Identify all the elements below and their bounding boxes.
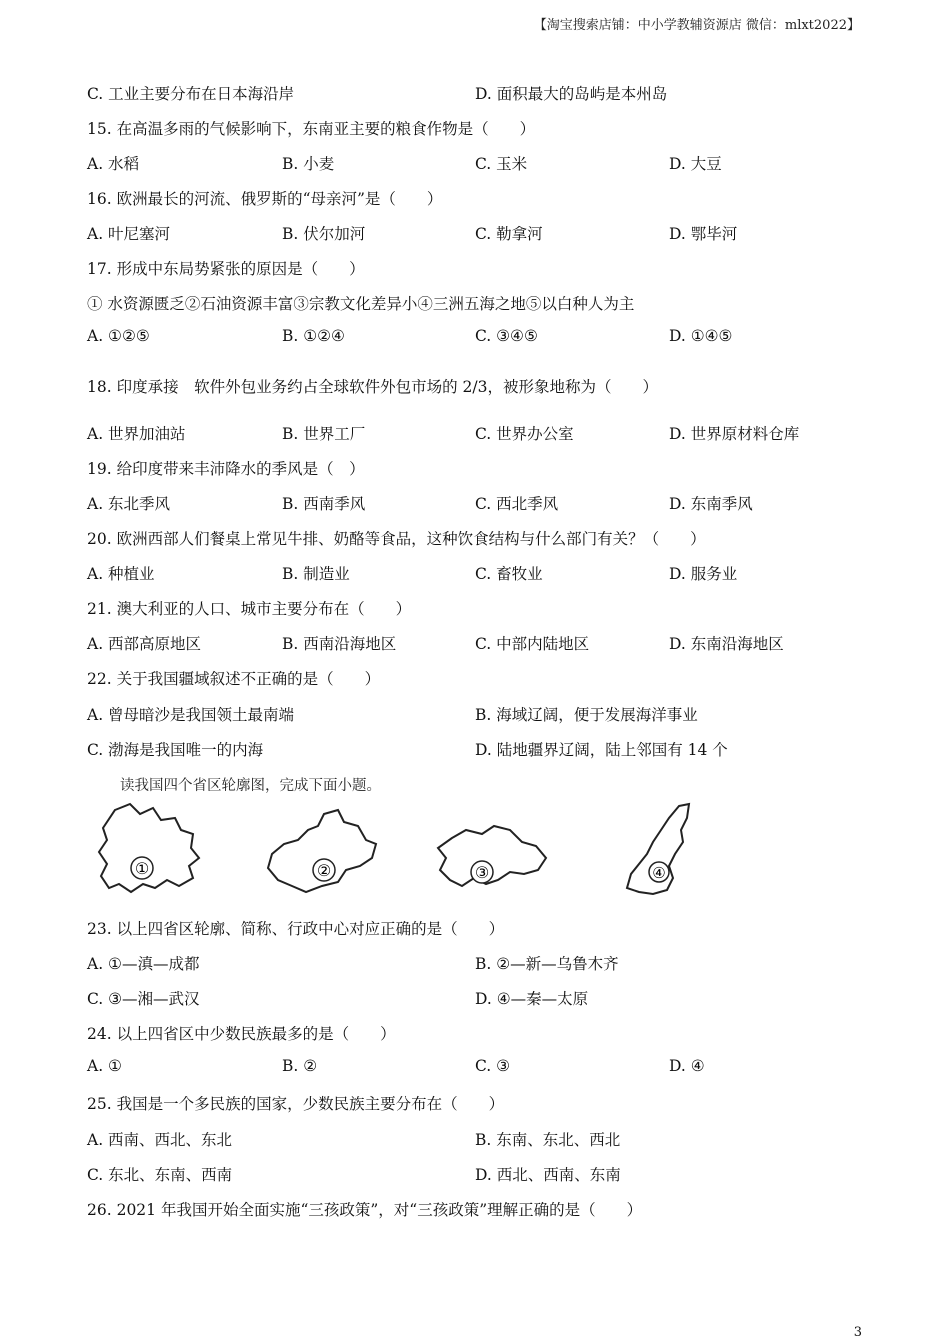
q20-option-b[interactable]: B. 制造业 <box>282 565 350 583</box>
q24-option-d[interactable]: D. ④ <box>669 1057 705 1075</box>
map-label-1: ① <box>134 859 150 878</box>
q25-option-b[interactable]: B. 东南、东北、西北 <box>475 1131 621 1149</box>
q16-option-c[interactable]: C. 勒拿河 <box>475 225 543 243</box>
q15-stem: 15. 在高温多雨的气候影响下，东南亚主要的粮食作物是（ ） <box>87 120 536 138</box>
q25-option-a[interactable]: A. 西南、西北、东北 <box>87 1131 233 1149</box>
q18-option-c[interactable]: C. 世界办公室 <box>475 425 574 443</box>
q23-option-d[interactable]: D. ④—秦—太原 <box>475 990 589 1008</box>
q16-option-a[interactable]: A. 叶尼塞河 <box>87 225 171 243</box>
q25-stem: 25. 我国是一个多民族的国家，少数民族主要分布在（ ） <box>87 1095 505 1113</box>
q15-option-a[interactable]: A. 水稻 <box>87 155 140 173</box>
q19-option-c[interactable]: C. 西北季风 <box>475 495 559 513</box>
q18-option-a[interactable]: A. 世界加油站 <box>87 425 186 443</box>
q24-stem: 24. 以上四省区中少数民族最多的是（ ） <box>87 1025 396 1043</box>
q20-option-c[interactable]: C. 畜牧业 <box>475 565 543 583</box>
q21-option-d[interactable]: D. 东南沿海地区 <box>669 635 784 653</box>
q22-option-a[interactable]: A. 曾母暗沙是我国领土最南端 <box>87 706 295 724</box>
province-outline-figure <box>87 800 737 900</box>
q25-option-c[interactable]: C. 东北、东南、西南 <box>87 1166 233 1184</box>
q20-stem: 20. 欧洲西部人们餐桌上常见牛排、奶酪等食品，这种饮食结构与什么部门有关？（ ） <box>87 530 706 548</box>
q23-stem: 23. 以上四省区轮廓、简称、行政中心对应正确的是（ ） <box>87 920 505 938</box>
q21-option-c[interactable]: C. 中部内陆地区 <box>475 635 590 653</box>
q21-stem: 21. 澳大利亚的人口、城市主要分布在（ ） <box>87 600 412 618</box>
q23-option-a[interactable]: A. ①—滇—成都 <box>87 955 200 973</box>
q17-option-a[interactable]: A. ①②⑤ <box>87 327 150 345</box>
map-intro-text: 读我国四个省区轮廓图，完成下面小题。 <box>120 778 381 794</box>
q19-option-d[interactable]: D. 东南季风 <box>669 495 753 513</box>
q22-option-b[interactable]: B. 海域辽阔，便于发展海洋事业 <box>475 706 698 724</box>
province-outline-3 <box>432 800 552 898</box>
q21-option-a[interactable]: A. 西部高原地区 <box>87 635 202 653</box>
q25-option-d[interactable]: D. 西北、西南、东南 <box>475 1166 621 1184</box>
q23-option-b[interactable]: B. ②—新—乌鲁木齐 <box>475 955 619 973</box>
q15-option-d[interactable]: D. 大豆 <box>669 155 722 173</box>
q20-option-d[interactable]: D. 服务业 <box>669 565 738 583</box>
q17-option-d[interactable]: D. ①④⑤ <box>669 327 733 345</box>
q15-option-b[interactable]: B. 小麦 <box>282 155 335 173</box>
q22-stem: 22. 关于我国疆域叙述不正确的是（ ） <box>87 670 381 688</box>
q17-list: ① 水资源匮乏②石油资源丰富③宗教文化差异小④三洲五海之地⑤以白种人为主 <box>87 295 635 313</box>
page-number: 3 <box>853 1325 862 1340</box>
map-label-3: ③ <box>474 863 490 882</box>
q24-option-c[interactable]: C. ③ <box>475 1057 511 1075</box>
q14-option-c[interactable]: C. 工业主要分布在日本海沿岸 <box>87 85 295 103</box>
q18-option-b[interactable]: B. 世界工厂 <box>282 425 366 443</box>
q24-option-a[interactable]: A. ① <box>87 1057 122 1075</box>
q22-option-c[interactable]: C. 渤海是我国唯一的内海 <box>87 741 264 759</box>
q19-option-b[interactable]: B. 西南季风 <box>282 495 366 513</box>
q14-option-d[interactable]: D. 面积最大的岛屿是本州岛 <box>475 85 668 103</box>
province-outline-2 <box>262 800 382 898</box>
q20-option-a[interactable]: A. 种植业 <box>87 565 155 583</box>
province-outline-4 <box>617 800 707 898</box>
map-label-2: ② <box>316 861 332 880</box>
q19-option-a[interactable]: A. 东北季风 <box>87 495 171 513</box>
q16-option-d[interactable]: D. 鄂毕河 <box>669 225 738 243</box>
q22-option-d[interactable]: D. 陆地疆界辽阔，陆上邻国有 14 个 <box>475 741 728 759</box>
q16-stem: 16. 欧洲最长的河流、俄罗斯的“母亲河”是（ ） <box>87 190 443 208</box>
page-header: 【淘宝搜索店铺：中小学教辅资源店 微信：mlxt2022】 <box>533 18 860 33</box>
q15-option-c[interactable]: C. 玉米 <box>475 155 528 173</box>
q24-option-b[interactable]: B. ② <box>282 1057 318 1075</box>
q17-option-b[interactable]: B. ①②④ <box>282 327 345 345</box>
q17-option-c[interactable]: C. ③④⑤ <box>475 327 538 345</box>
q21-option-b[interactable]: B. 西南沿海地区 <box>282 635 397 653</box>
q18-stem: 18. 印度承接 软件外包业务约占全球软件外包市场的 2/3，被形象地称为（ ） <box>87 378 658 396</box>
province-outline-1 <box>95 800 205 898</box>
q16-option-b[interactable]: B. 伏尔加河 <box>282 225 366 243</box>
map-label-4: ④ <box>652 864 666 882</box>
q17-stem: 17. 形成中东局势紧张的原因是（ ） <box>87 260 365 278</box>
q19-stem: 19. 给印度带来丰沛降水的季风是（ ） <box>87 460 365 478</box>
q23-option-c[interactable]: C. ③—湘—武汉 <box>87 990 200 1008</box>
q18-option-d[interactable]: D. 世界原材料仓库 <box>669 425 800 443</box>
q26-stem: 26. 2021 年我国开始全面实施“三孩政策”，对“三孩政策”理解正确的是（ ） <box>87 1201 643 1219</box>
